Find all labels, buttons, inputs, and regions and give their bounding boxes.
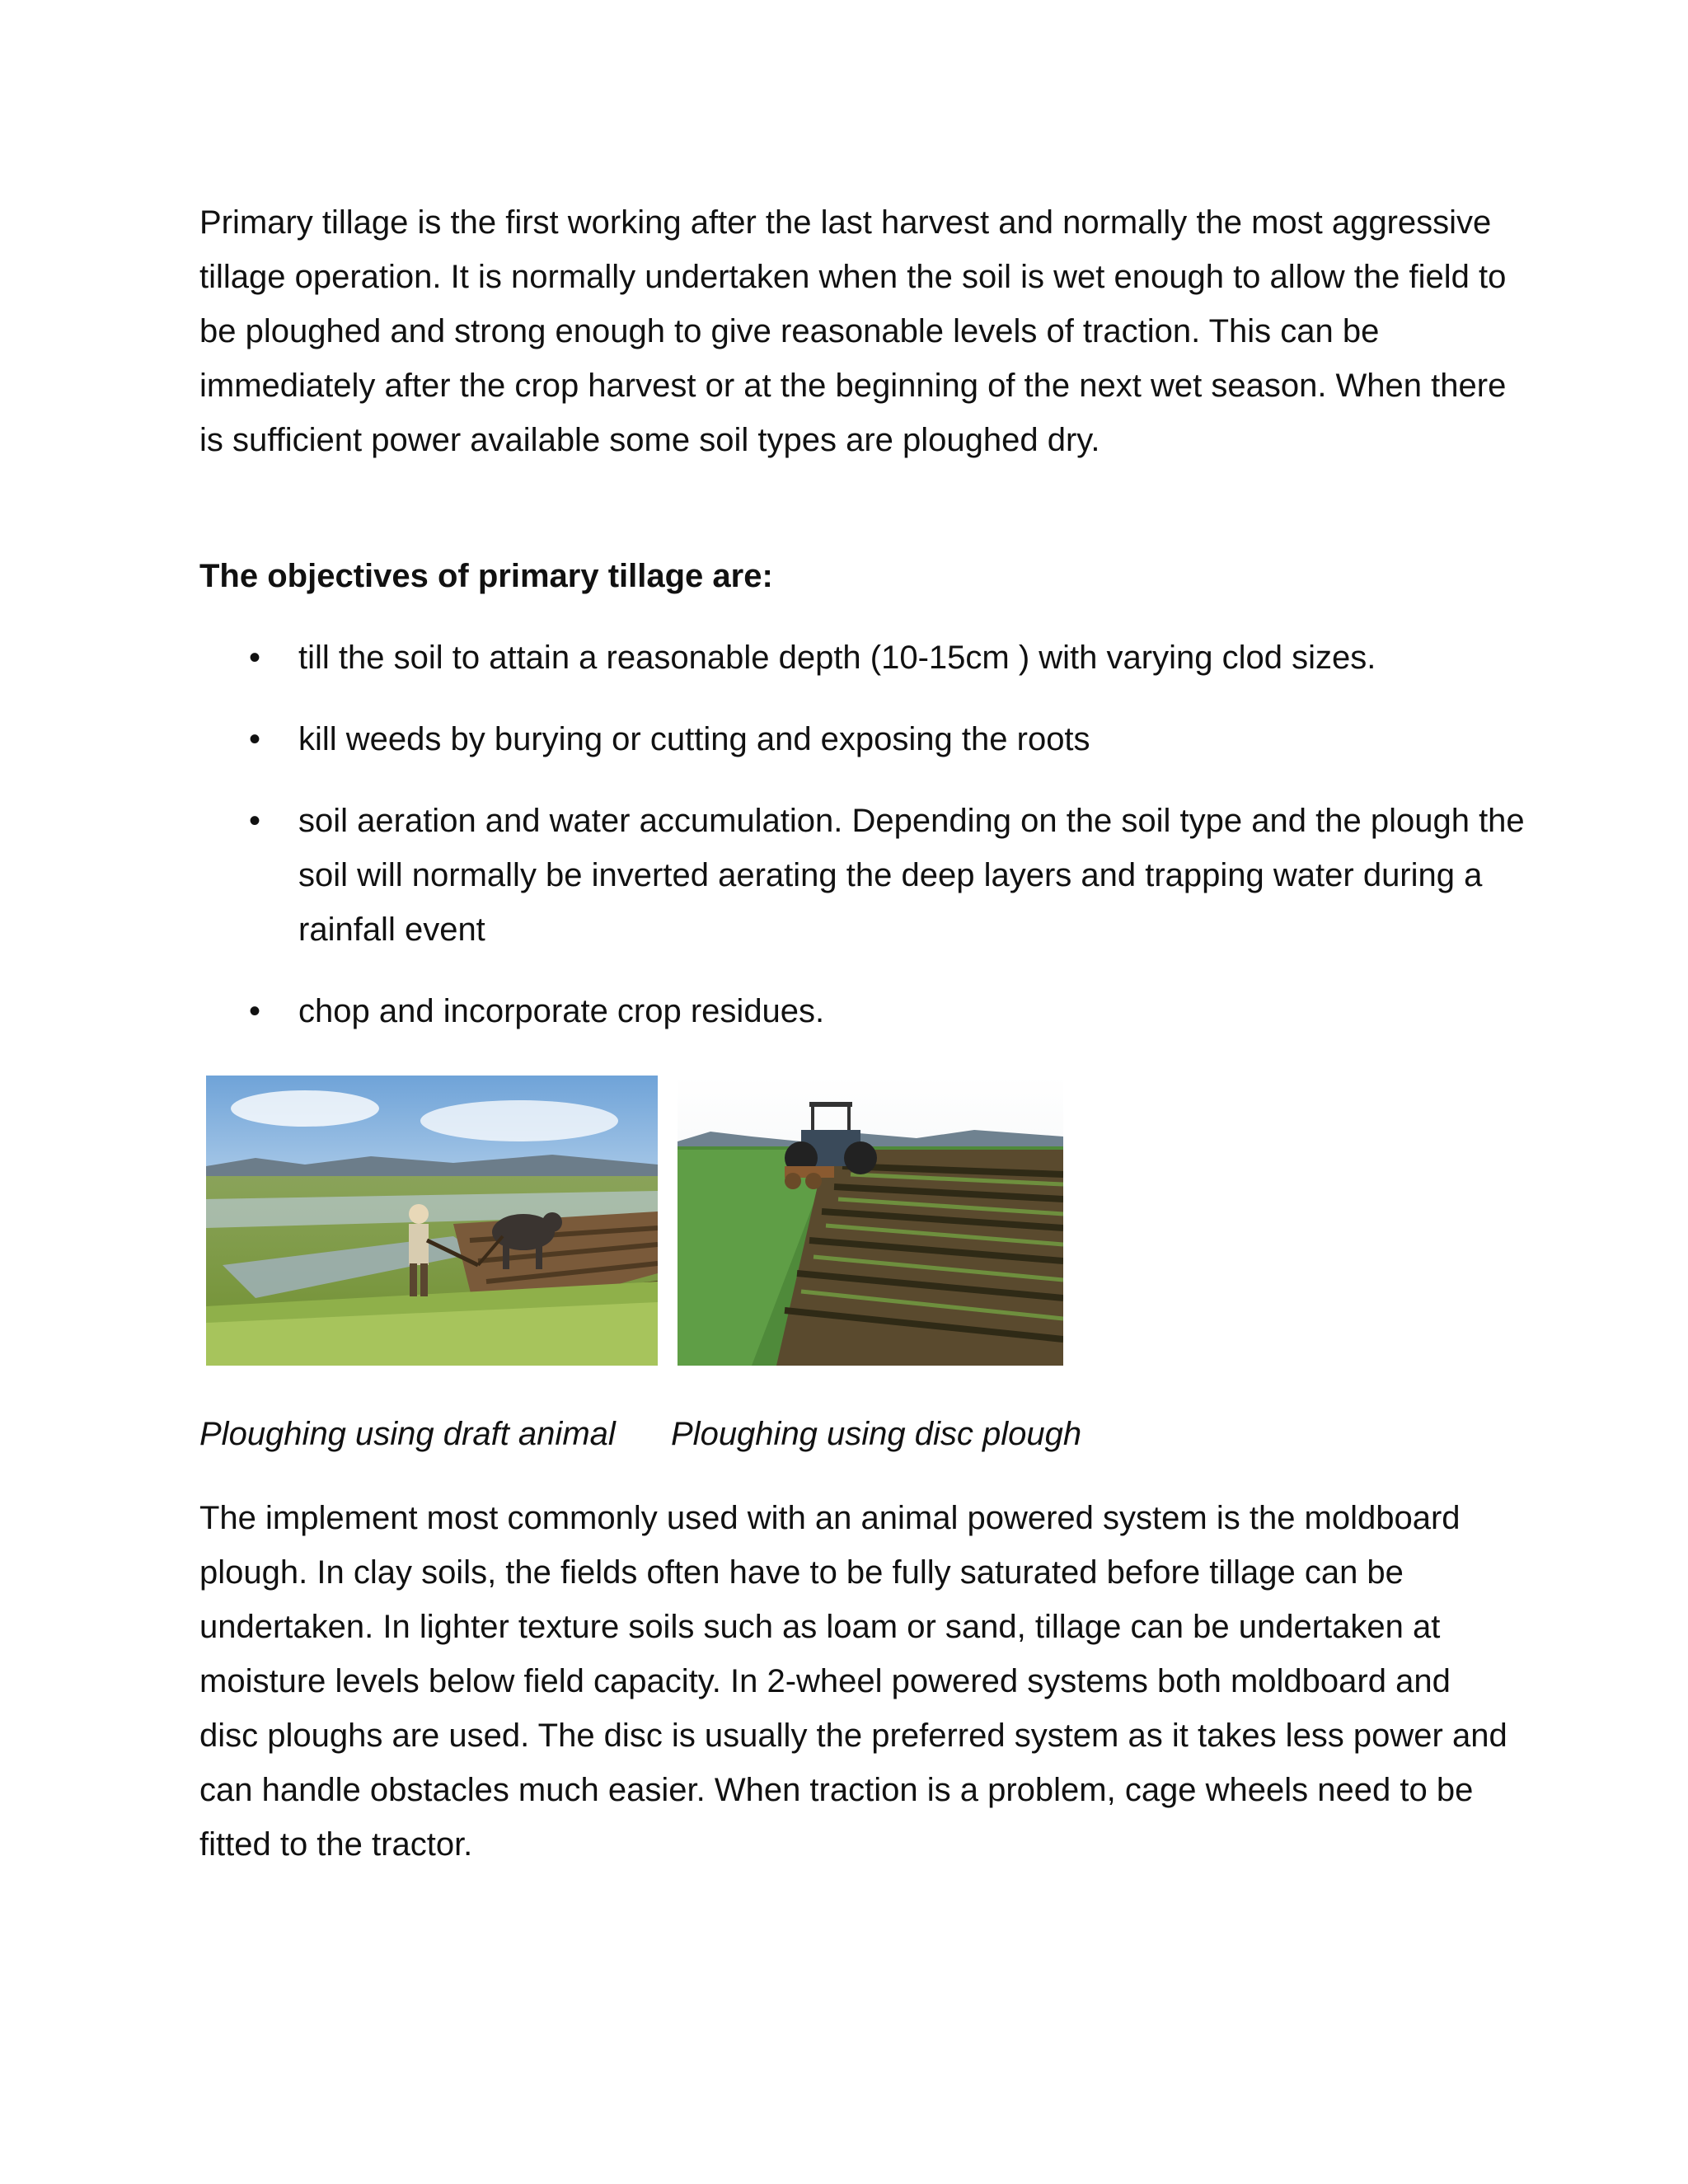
list-item [199, 984, 1551, 1038]
list-item-text: chop and incorporate crop residues. [298, 993, 825, 1029]
caption-draft-animal: Ploughing using draft animal [199, 1416, 616, 1452]
list-item [199, 712, 1551, 766]
list-item [199, 794, 1551, 957]
list-item-text: soil aeration and water accumulation. Depending on the soil type and the plough the soil will normally be inverted aerating the deep layers and trapping water during a rainfall event [298, 803, 1525, 948]
bullet-icon: • [249, 640, 261, 676]
list-item [199, 630, 1551, 685]
closing-paragraph: The implement most commonly used with an animal powered system is the moldboard plough. In clay soils, the fields often have to be fully saturated before tillage can be undertaken. In lighter texture soils such as loam or sand, tillage can be undertaken at moisture levels below field capacity. In 2-wheel powered systems both moldboard and disc ploughs are used. The disc is usually the preferred system as it takes less power and can handle obstacles much easier. When traction is a problem, cage wheels need to be fitted to the tractor. [199, 1500, 1507, 1863]
photo-draft-animal-ploughing [206, 1076, 658, 1366]
objectives-heading: The objectives of primary tillage are: [199, 558, 773, 594]
objectives-list [199, 630, 1551, 1066]
list-item-text: till the soil to attain a reasonable depth (10-15cm ) with varying clod sizes. [298, 640, 1376, 676]
bullet-icon: • [249, 993, 261, 1029]
photo-tractor-disc-plough [678, 1076, 1063, 1366]
intro-paragraph: Primary tillage is the first working after the last harvest and normally the most aggressive tillage operation. It is normally undertaken when the soil is wet enough to allow the field to be ploughed and strong enough to give reasonable levels of traction. This can be immediately after the crop harvest or at the beginning of the next wet season. When there is sufficient power available some soil types are ploughed dry. [199, 204, 1507, 458]
list-item-text: kill weeds by burying or cutting and exposing the roots [298, 721, 1090, 757]
bullet-icon: • [249, 721, 261, 757]
bullet-icon: • [249, 803, 261, 839]
caption-disc-plough: Ploughing using disc plough [671, 1416, 1082, 1452]
